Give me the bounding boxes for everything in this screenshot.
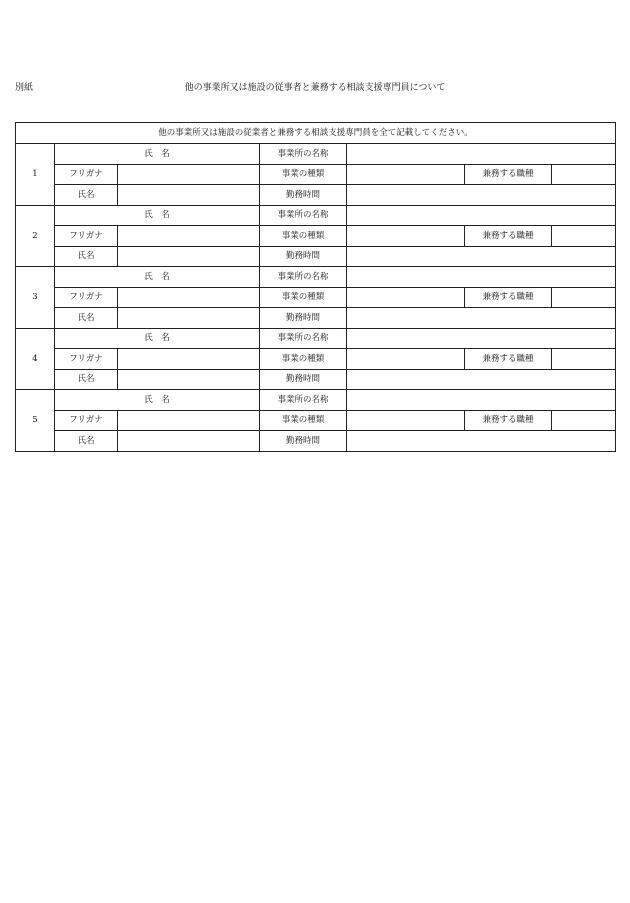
page-label: 別紙: [15, 83, 34, 93]
business-type-label: 事業の種類: [260, 410, 347, 431]
entry-row-furigana: [16, 226, 616, 247]
entry-row-furigana: [16, 349, 616, 370]
office-name-label: 事業所の名称: [260, 390, 347, 411]
entry-row-name: [16, 431, 616, 452]
working-hours-field[interactable]: [347, 185, 616, 206]
business-type-field[interactable]: [347, 410, 465, 431]
staff-form-table: [15, 122, 616, 452]
name-field[interactable]: [118, 431, 260, 452]
office-name-field[interactable]: [347, 205, 616, 226]
name-label: 氏名: [55, 369, 118, 390]
office-name-field[interactable]: [347, 144, 616, 165]
entry-row-name-heading: [16, 144, 616, 165]
working-hours-label: 勤務時間: [260, 431, 347, 452]
entry-number: 2: [16, 205, 55, 267]
form-header: 他の事業所又は施設の従業者と兼務する相談支援専門員を全て記載してください。: [16, 123, 616, 144]
office-name-label: 事業所の名称: [260, 267, 347, 288]
entry-number: 5: [16, 390, 55, 452]
entry-row-furigana: [16, 287, 616, 308]
business-type-label: 事業の種類: [260, 226, 347, 247]
concurrent-position-field[interactable]: [552, 226, 616, 247]
business-type-field[interactable]: [347, 349, 465, 370]
working-hours-field[interactable]: [347, 369, 616, 390]
entry-number: 3: [16, 267, 55, 329]
name-label: 氏名: [55, 308, 118, 329]
concurrent-position-field[interactable]: [552, 349, 616, 370]
entry-row-name: [16, 246, 616, 267]
concurrent-position-field[interactable]: [552, 410, 616, 431]
entry-row-name-heading: [16, 205, 616, 226]
office-name-field[interactable]: [347, 390, 616, 411]
business-type-label: 事業の種類: [260, 349, 347, 370]
entry-number: 1: [16, 144, 55, 206]
business-type-field[interactable]: [347, 287, 465, 308]
name-label: 氏名: [55, 431, 118, 452]
name-heading-label: 氏 名: [55, 328, 260, 349]
furigana-label: フリガナ: [55, 164, 118, 185]
furigana-field[interactable]: [118, 287, 260, 308]
concurrent-position-field[interactable]: [552, 287, 616, 308]
concurrent-position-label: 兼務する職種: [465, 410, 552, 431]
entry-row-name: [16, 308, 616, 329]
office-name-label: 事業所の名称: [260, 205, 347, 226]
name-heading-label: 氏 名: [55, 144, 260, 165]
name-field[interactable]: [118, 369, 260, 390]
name-field[interactable]: [118, 308, 260, 329]
office-name-field[interactable]: [347, 267, 616, 288]
name-label: 氏名: [55, 185, 118, 206]
name-label: 氏名: [55, 246, 118, 267]
working-hours-field[interactable]: [347, 431, 616, 452]
business-type-field[interactable]: [347, 226, 465, 247]
business-type-label: 事業の種類: [260, 164, 347, 185]
furigana-label: フリガナ: [55, 349, 118, 370]
entry-row-name: [16, 185, 616, 206]
name-heading-label: 氏 名: [55, 205, 260, 226]
furigana-field[interactable]: [118, 410, 260, 431]
office-name-field[interactable]: [347, 328, 616, 349]
furigana-label: フリガナ: [55, 287, 118, 308]
concurrent-position-field[interactable]: [552, 164, 616, 185]
furigana-label: フリガナ: [55, 226, 118, 247]
furigana-label: フリガナ: [55, 410, 118, 431]
business-type-label: 事業の種類: [260, 287, 347, 308]
entry-number: 4: [16, 328, 55, 390]
entry-row-name-heading: [16, 390, 616, 411]
entry-row-name-heading: [16, 328, 616, 349]
form-header-row: [16, 123, 616, 144]
concurrent-position-label: 兼務する職種: [465, 349, 552, 370]
working-hours-label: 勤務時間: [260, 369, 347, 390]
office-name-label: 事業所の名称: [260, 144, 347, 165]
entry-row-name: [16, 369, 616, 390]
working-hours-field[interactable]: [347, 246, 616, 267]
furigana-field[interactable]: [118, 164, 260, 185]
working-hours-label: 勤務時間: [260, 246, 347, 267]
name-heading-label: 氏 名: [55, 267, 260, 288]
page-title: 他の事業所又は施設の従事者と兼務する相談支援専門員について: [184, 83, 446, 93]
concurrent-position-label: 兼務する職種: [465, 226, 552, 247]
name-heading-label: 氏 名: [55, 390, 260, 411]
entry-row-name-heading: [16, 267, 616, 288]
furigana-field[interactable]: [118, 349, 260, 370]
furigana-field[interactable]: [118, 226, 260, 247]
working-hours-label: 勤務時間: [260, 185, 347, 206]
name-field[interactable]: [118, 246, 260, 267]
office-name-label: 事業所の名称: [260, 328, 347, 349]
working-hours-label: 勤務時間: [260, 308, 347, 329]
concurrent-position-label: 兼務する職種: [465, 287, 552, 308]
name-field[interactable]: [118, 185, 260, 206]
working-hours-field[interactable]: [347, 308, 616, 329]
entry-row-furigana: [16, 164, 616, 185]
concurrent-position-label: 兼務する職種: [465, 164, 552, 185]
business-type-field[interactable]: [347, 164, 465, 185]
entry-row-furigana: [16, 410, 616, 431]
